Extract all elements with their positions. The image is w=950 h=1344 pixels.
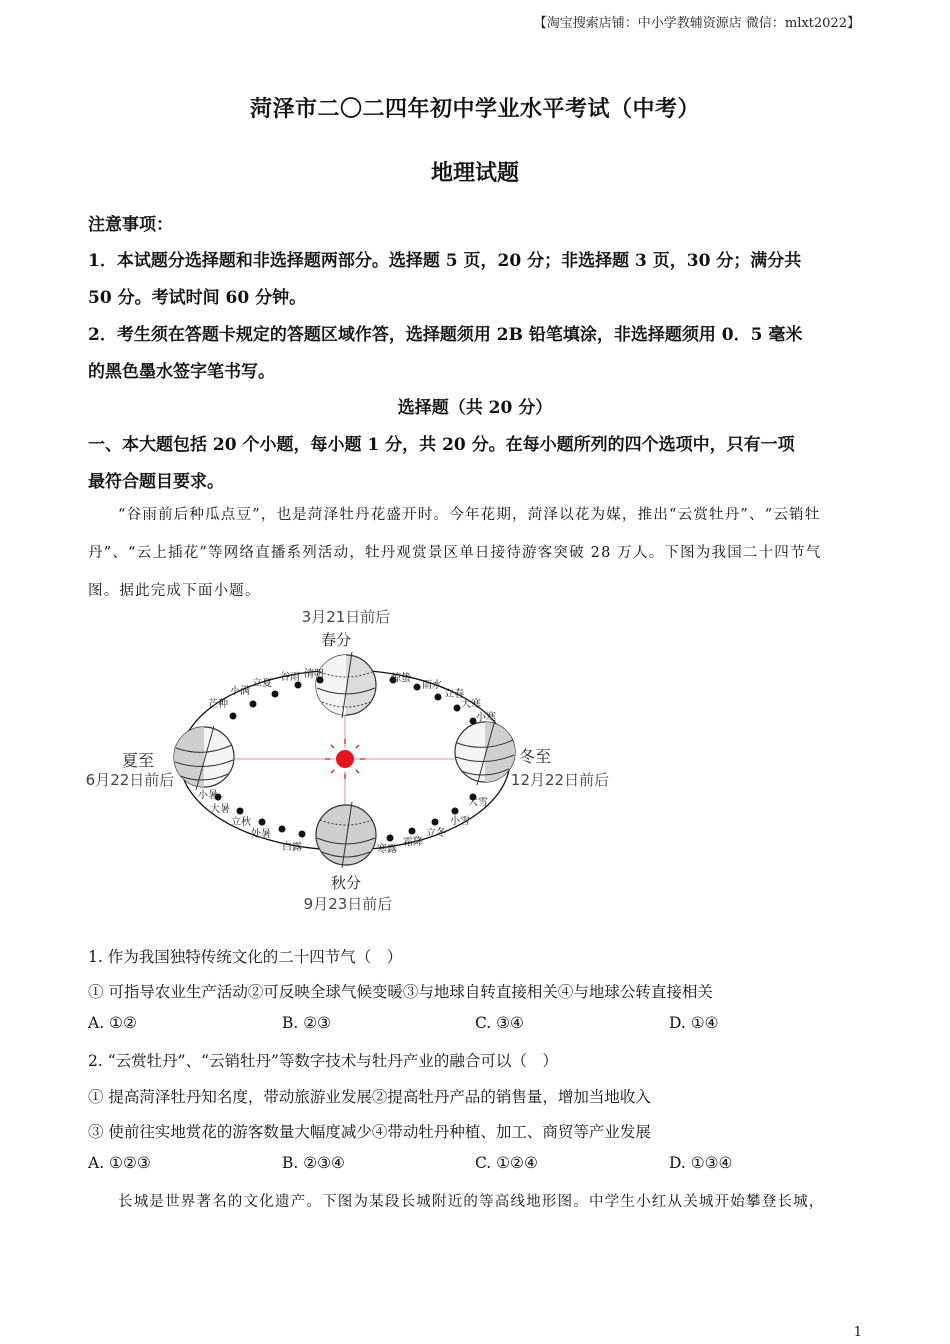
q2-stem: 2. “云赏牡丹”、“云销牡丹”等数字技术与牡丹产业的融合可以（ ） (88, 1052, 558, 1070)
section-instruction-line2: 最符合题目要求。 (88, 472, 224, 492)
summer-label: 夏至 (121, 751, 155, 770)
passage1-line2: 丹”、“云上插花”等网络直播系列活动，牡丹观赏景区单日接待游客突破 28 万人。下图为我国二十四节气 (88, 545, 822, 561)
term-lixia: 立夏 (252, 678, 272, 689)
q1-option-a[interactable]: A. ①② (88, 1014, 137, 1032)
q1-stem: 1. 作为我国独特传统文化的二十四节气（ ） (88, 948, 403, 966)
q2-option-d[interactable]: D. ①③④ (669, 1154, 733, 1172)
exam-title: 菏泽市二〇二四年初中学业水平考试（中考） (249, 96, 700, 122)
spring-label: 春分 (320, 631, 352, 649)
q2-option-c[interactable]: C. ①②④ (475, 1154, 538, 1172)
term-guyu: 谷雨 (280, 672, 300, 683)
term-yushui: 雨水 (422, 680, 442, 691)
passage1-line1: “谷雨前后种瓜点豆”，也是菏泽牡丹花盛开时。今年花期，菏泽以花为媒，推出“云赏牡丹”、“云销牡 (118, 507, 821, 523)
notice-heading: 注意事项： (88, 215, 173, 235)
globe-winter-icon (455, 720, 515, 785)
term-xiaohan: 小寒 (476, 712, 496, 723)
term-dashu: 大暑 (210, 804, 230, 815)
notice-item2-line1: 2．考生须在答题卡规定的答题区域作答，选择题须用 2B 铅笔填涂，非选择题须用 0．5 毫米 (88, 325, 803, 345)
section-instruction-line1: 一、本大题包括 20 个小题，每小题 1 分，共 20 分。在每小题所列的四个选项中，只有一项 (88, 435, 795, 455)
term-chushu: 处暑 (251, 829, 271, 840)
globe-spring-icon (316, 652, 376, 718)
term-hanlu: 寒露 (377, 844, 397, 855)
winter-date-label: 12月22日前后 (510, 771, 610, 789)
page-number: 1 (853, 1325, 862, 1340)
section-title: 选择题（共 20 分） (397, 398, 553, 418)
summer-date-label: 6月22日前后 (85, 771, 175, 789)
term-lidong: 立冬 (426, 828, 446, 839)
term-xiaoxue: 小雪 (450, 816, 470, 827)
q2-statements-line1: ① 提高菏泽牡丹知名度，带动旅游业发展②提高牡丹产品的销售量，增加当地收入 (88, 1088, 651, 1106)
autumn-date-label: 9月23日前后 (303, 895, 393, 913)
term-dahan: 大寒 (461, 699, 481, 710)
solar-terms-diagram (80, 600, 640, 920)
subject-title: 地理试题 (430, 160, 519, 186)
term-shuangjiang: 霜降 (403, 837, 423, 848)
header-note: 【淘宝搜索店铺：中小学教辅资源店 微信：mlxt2022】 (533, 16, 860, 31)
term-daxue: 大雪 (468, 797, 488, 808)
globe-autumn-icon (316, 802, 376, 868)
q1-option-b[interactable]: B. ②③ (282, 1014, 332, 1032)
autumn-label: 秋分 (330, 874, 362, 892)
term-lichun: 立春 (444, 689, 464, 700)
term-xiaoshu: 小暑 (198, 790, 218, 801)
q2-statements-line2: ③ 使前往实地赏花的游客数量大幅度减少④带动牡丹种植、加工、商贸等产业发展 (88, 1123, 651, 1141)
globe-summer-icon (174, 726, 234, 790)
notice-item1-line1: 1．本试题分选择题和非选择题两部分。选择题 5 页，20 分；非选择题 3 页，30 分；满分共 (88, 251, 802, 271)
q1-option-c[interactable]: C. ③④ (475, 1014, 524, 1032)
winter-label: 冬至 (518, 747, 552, 766)
term-mangzhong: 芒种 (208, 699, 228, 710)
passage2-line1: 长城是世界著名的文化遗产。下图为某段长城附近的等高线地形图。中学生小红从关城开始攀登长城， (118, 1194, 825, 1210)
q1-option-d[interactable]: D. ①④ (669, 1014, 719, 1032)
term-xiaoman: 小满 (230, 686, 250, 697)
q1-statements: ① 可指导农业生产活动②可反映全球气候变暖③与地球自转直接相关④与地球公转直接相关 (88, 983, 713, 1001)
spring-date-label: 3月21日前后 (301, 608, 391, 626)
notice-item1-line2: 50 分。考试时间 60 分钟。 (88, 288, 307, 308)
q2-option-b[interactable]: B. ②③④ (282, 1154, 345, 1172)
term-jingzhe: 惊蛰 (391, 673, 411, 684)
term-liqiu: 立秋 (231, 817, 251, 828)
q2-option-a[interactable]: A. ①②③ (88, 1154, 151, 1172)
notice-item2-line2: 的黑色墨水签字笔书写。 (88, 362, 275, 382)
passage1-line3: 图。据此完成下面小题。 (88, 583, 261, 599)
term-bailu: 白露 (282, 842, 302, 853)
term-qingming: 清明 (304, 669, 324, 680)
